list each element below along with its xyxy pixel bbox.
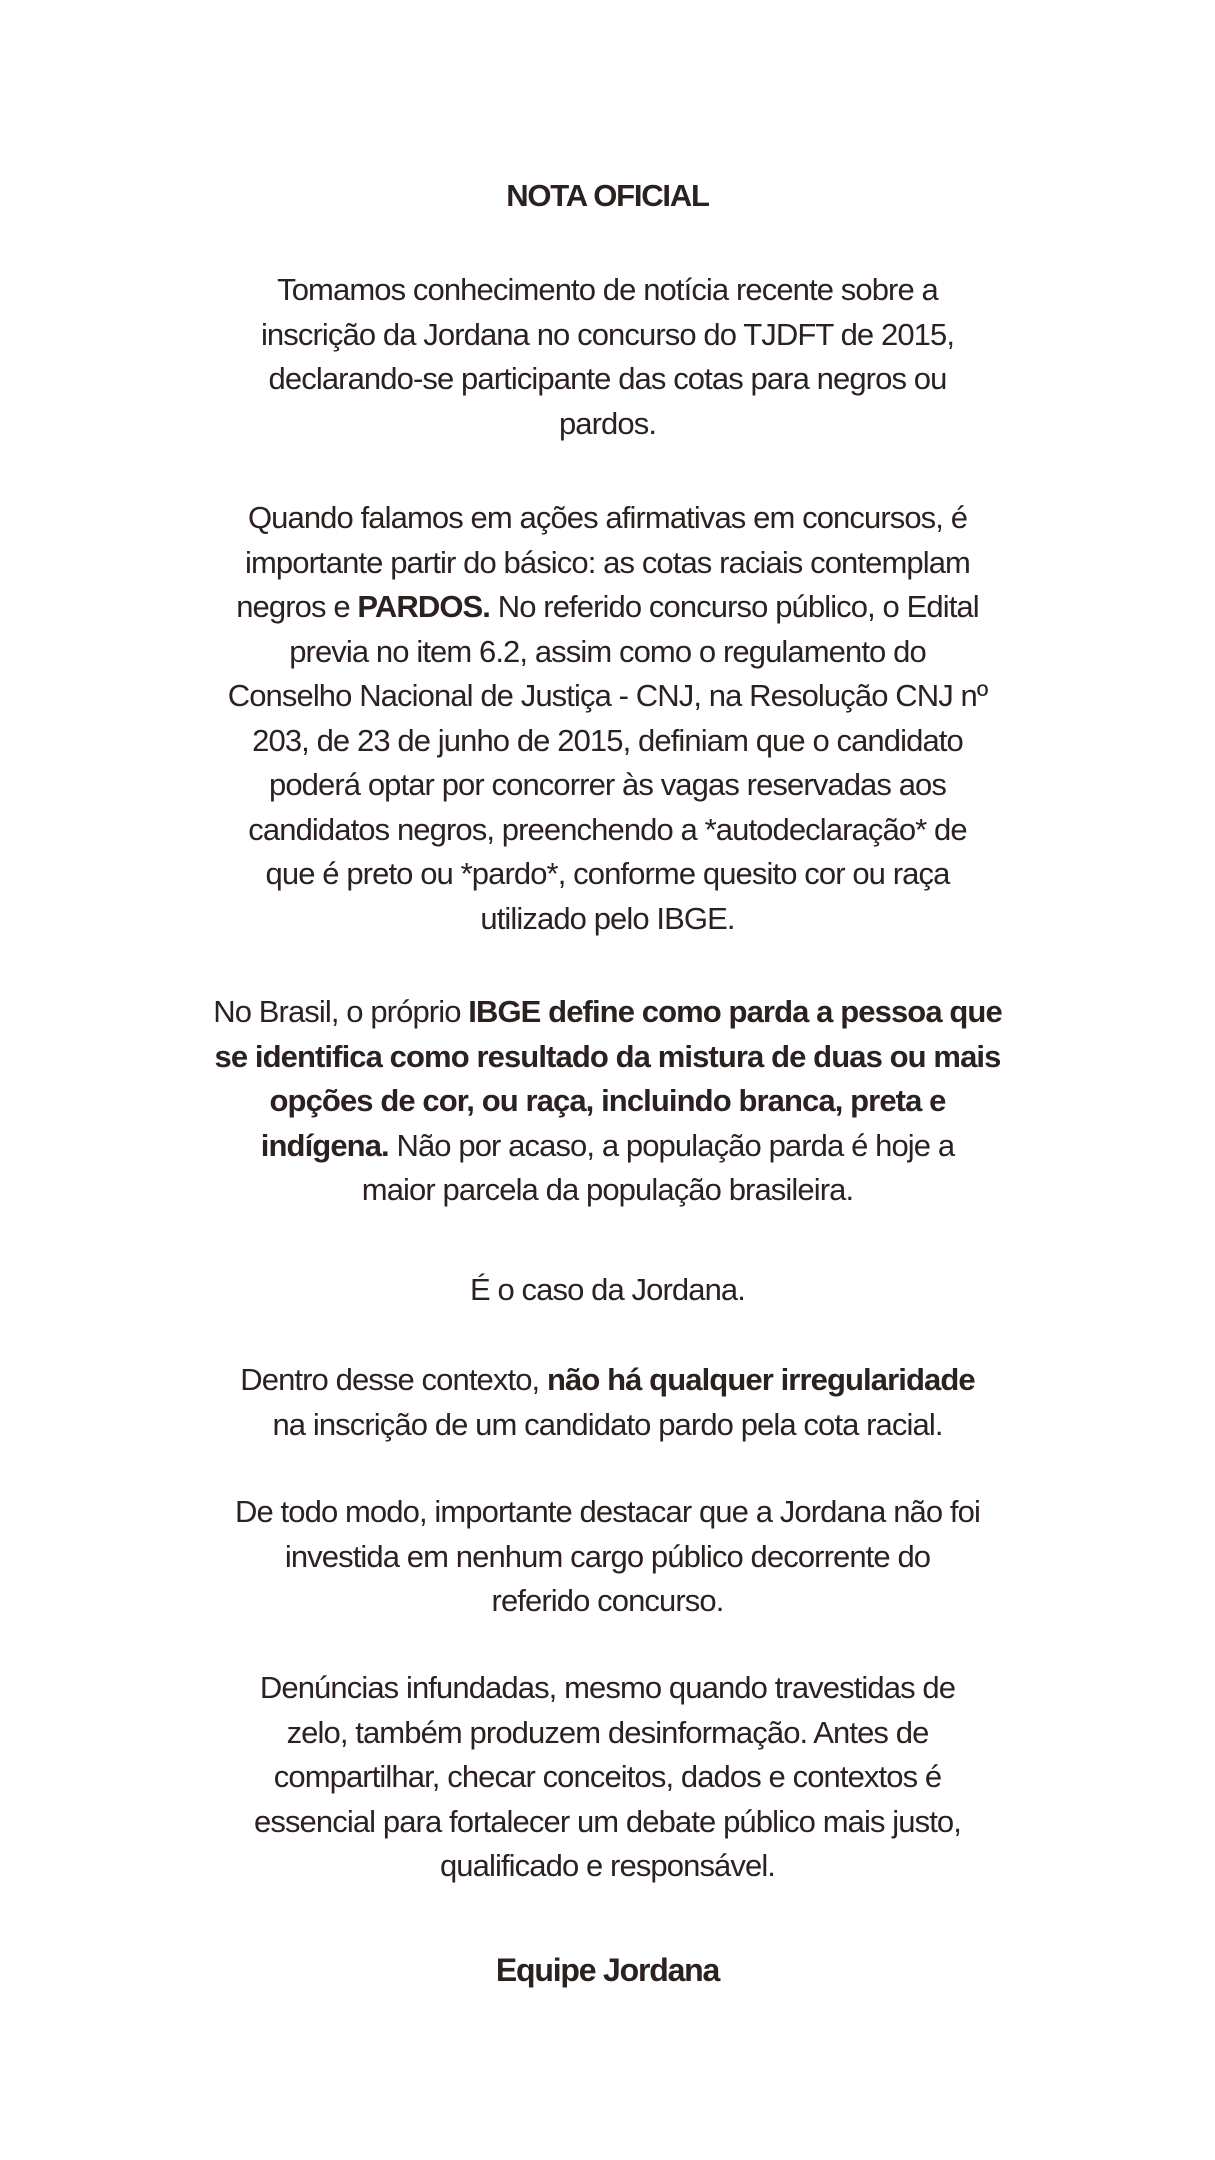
text-run: maior parcela da população brasileira. (361, 1172, 854, 1207)
paragraph-affirmative-actions (0, 496, 1215, 941)
text-line (0, 313, 1215, 358)
text-run: Dentro desse contexto, (240, 1362, 547, 1397)
bold-text-run: PARDOS. (357, 589, 491, 624)
text-line (0, 852, 1215, 897)
text-run: Não por acaso, a população parda é hoje a (388, 1127, 955, 1163)
text-run: zelo, também produzem desinformação. Antes de (286, 1714, 929, 1750)
text-run: essencial para fortalecer um debate público mais justo, (254, 1803, 961, 1839)
text-run: qualificado e responsável. (439, 1848, 776, 1883)
text-run: De todo modo, importante destacar que a Jordana não foi (235, 1494, 980, 1529)
text-run: inscrição da Jordana no concurso do TJDFT de 2015, (260, 316, 955, 352)
text-line (0, 1403, 1215, 1448)
paragraph-intro (0, 268, 1215, 446)
text-line (0, 1666, 1215, 1711)
text-run: compartilhar, checar conceitos, dados e contextos é (273, 1759, 942, 1794)
paragraph-jordana-case (0, 1268, 1215, 1313)
text-run: Conselho Nacional de Justiça - CNJ, na Resolução CNJ nº (227, 678, 988, 713)
text-line (0, 585, 1215, 630)
signature: Equipe Jordana (495, 1952, 720, 1988)
text-line (0, 1358, 1215, 1403)
text-run: pardos. (558, 405, 657, 441)
text-line (0, 1079, 1215, 1124)
text-line (0, 1800, 1215, 1845)
text-run: utilizado pelo IBGE. (480, 900, 735, 936)
document-title: NOTA OFICIAL (506, 178, 709, 213)
text-run: Quando falamos em ações afirmativas em concursos, é (247, 500, 968, 535)
text-run: candidatos negros, preenchendo a *autodeclaração* de (248, 811, 967, 847)
paragraph-ibge-definition (0, 990, 1215, 1213)
text-line (0, 357, 1215, 402)
text-line (0, 541, 1215, 586)
bold-text-run: indígena. (260, 1127, 389, 1163)
text-line (0, 1168, 1215, 1213)
text-line (0, 1035, 1215, 1080)
text-run: Tomamos conhecimento de notícia recente sobre a (277, 272, 938, 307)
text-line (0, 1579, 1215, 1624)
paragraph-not-invested (0, 1490, 1215, 1624)
text-run: No referido concurso público, o Edital (490, 589, 979, 624)
text-run: Denúncias infundadas, mesmo quando travestidas de (259, 1670, 956, 1705)
paragraph-no-irregularity (0, 1358, 1215, 1447)
text-line (0, 1124, 1215, 1169)
text-run: previa no item 6.2, assim como o regulamento do (289, 633, 926, 669)
text-run: declarando-se participante das cotas para negros ou (268, 361, 947, 396)
bold-text-run: se identifica como resultado da mistura de duas ou mais (214, 1038, 1001, 1074)
text-line (0, 1268, 1215, 1313)
text-line (0, 402, 1215, 447)
text-line (0, 496, 1215, 541)
bold-text-run: opções de cor, ou raça, incluindo branca, preta e (269, 1083, 946, 1118)
text-line (0, 897, 1215, 942)
text-line (0, 719, 1215, 764)
text-run: No Brasil, o próprio (213, 994, 469, 1029)
text-run: investida em nenhum cargo público decorrente do (284, 1538, 931, 1574)
paragraph-disinformation (0, 1666, 1215, 1889)
bold-text-run: IBGE define como parda a pessoa que (468, 994, 1002, 1029)
text-line (0, 630, 1215, 675)
text-line (0, 1755, 1215, 1800)
text-line (0, 1490, 1215, 1535)
bold-text-run: não há qualquer irregularidade (546, 1362, 975, 1397)
text-line (0, 1844, 1215, 1889)
text-run: É o caso da Jordana. (470, 1272, 745, 1307)
text-line (0, 808, 1215, 853)
text-run: 203, de 23 de junho de 2015, definiam que o candidato (252, 722, 963, 758)
text-run: negros e (236, 589, 358, 624)
text-line (0, 763, 1215, 808)
text-line (0, 1711, 1215, 1756)
text-line (0, 674, 1215, 719)
text-run: que é preto ou *pardo*, conforme quesito cor ou raça (265, 856, 950, 891)
text-run: na inscrição de um candidato pardo pela cota racial. (272, 1406, 943, 1442)
text-run: importante partir do básico: as cotas raciais contemplam (245, 544, 970, 580)
text-run: referido concurso. (491, 1583, 724, 1618)
text-line (0, 1535, 1215, 1580)
text-line (0, 268, 1215, 313)
text-run: poderá optar por concorrer às vagas reservadas aos (268, 767, 946, 802)
text-line (0, 990, 1215, 1035)
